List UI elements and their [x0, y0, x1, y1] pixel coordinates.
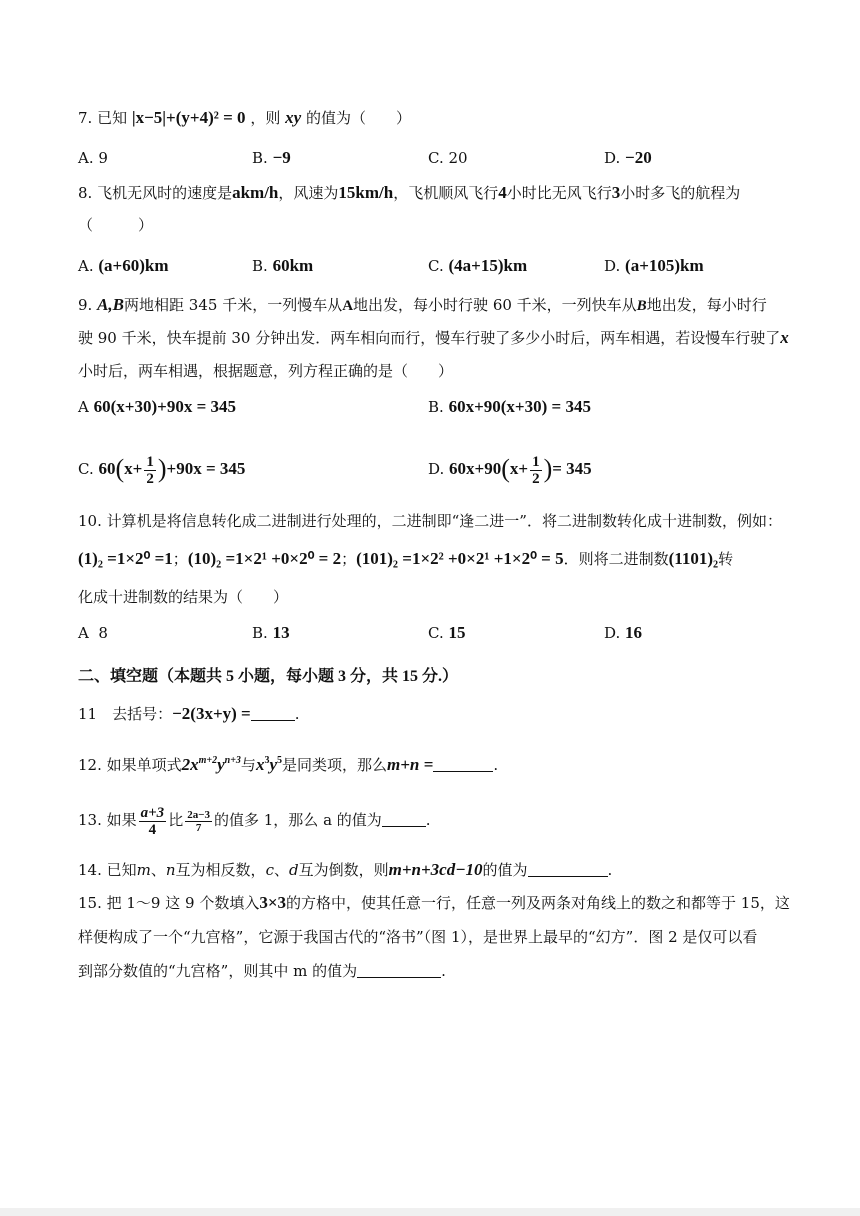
q10-example2: (10)₂ =1×2¹ +0×2⁰ = 2 — [187, 549, 342, 568]
answer-blank — [357, 963, 441, 978]
q8-text: 8. 飞机无风时的速度是 — [78, 184, 233, 202]
page-bottom-edge — [0, 1208, 860, 1216]
q7-equation: |x−5|+(y+4)² = 0 — [131, 108, 246, 127]
frac-denominator: 4 — [148, 821, 157, 838]
q13-end: . — [425, 811, 431, 829]
q9-x: x — [780, 328, 789, 347]
q10-stem-line1: 10. 计算机是将信息转化成二进制进行处理的，二进制即“逢二进一”．将二进制数转化成十进制数，例如： — [78, 512, 782, 530]
q7-option-b — [252, 147, 291, 169]
q8-stem-line1 — [78, 182, 740, 204]
q14-d: d — [288, 861, 299, 879]
q12-math: y — [217, 755, 225, 774]
option-label: D. — [604, 624, 626, 642]
q9-text: 地出发，每小时行 — [646, 296, 767, 314]
frac-denominator: 7 — [195, 821, 202, 834]
option-text: 60(x+30)+90x = 345 — [93, 397, 237, 416]
q10-text: ．则将二进制数 — [563, 550, 669, 568]
q9-a: A — [342, 298, 354, 314]
q14-text: 互为倒数，则 — [298, 861, 389, 879]
q7-stem-end: 的值为（ ） — [305, 109, 411, 127]
frac-denominator: 2 — [146, 470, 154, 487]
option-label: B. — [252, 624, 273, 642]
q10-text: 转 — [718, 550, 734, 568]
q9-option-c — [78, 452, 245, 487]
option-text: 60 — [98, 459, 116, 478]
q9-stem-line2 — [78, 327, 789, 349]
q12-text: 与 — [240, 756, 256, 774]
q9-text: 驶 90 千米，快车提前 30 分钟出发．两车相向而行，慢车行驶了多少小时后，两车相遇，若设慢车行驶了 — [78, 329, 781, 347]
q7-option-c — [428, 147, 468, 169]
frac-numerator: a+3 — [140, 804, 165, 821]
q10-number: (1101)₂ — [668, 549, 719, 568]
q9-text: 地出发，每小时行驶 60 千米，一列快车从 — [353, 296, 637, 314]
q12-exponent: 3 — [264, 755, 270, 766]
q14 — [78, 859, 612, 881]
option-text: −20 — [625, 148, 652, 167]
q8-text: 小时多飞的航程为 — [620, 184, 741, 202]
q14-text: 互为相反数， — [175, 861, 266, 879]
q14-end: . — [607, 861, 613, 879]
q7-option-a — [78, 147, 108, 169]
q8-text: ，飞机顺风飞行 — [393, 184, 499, 202]
q10-option-d — [604, 622, 642, 644]
q12-exponent: n+3 — [224, 755, 241, 766]
option-label: A — [78, 624, 94, 642]
q7-option-d — [604, 147, 652, 169]
q15-line2: 样便构成了一个“九宫格”，它源于我国古代的“洛书”（图 1），是世界上最早的“幻方”．图 2 是仅可以看 — [78, 928, 758, 946]
q8-t2: 3 — [611, 183, 621, 202]
q15-end: . — [441, 962, 446, 980]
answer-blank — [528, 862, 608, 877]
q7-stem-pre: 7. 已知 — [78, 109, 128, 127]
q15-text: 的方格中，使其任意一行，任意一列及两条对角线上的数之和都等于 15，这 — [286, 894, 790, 912]
q8-wind: 15km/h — [338, 183, 394, 202]
fraction-2 — [185, 809, 212, 834]
option-text: (4a+15)km — [448, 256, 528, 275]
q9-text: 两地相距 345 千米，一列慢车从 — [124, 296, 343, 314]
q13-text: 13. 如果 — [78, 811, 137, 829]
q8-stem-line2: （ ） — [78, 216, 154, 234]
frac-x: x+ — [124, 459, 143, 478]
left-paren: ( — [501, 454, 510, 483]
q12-math: 2x — [181, 755, 199, 774]
q12-text: 12. 如果单项式 — [78, 756, 182, 774]
right-paren: ) — [543, 454, 553, 483]
q8-option-c — [428, 255, 527, 277]
q8-speed: akm/h — [232, 183, 279, 202]
q14-text: 的值为 — [482, 861, 528, 879]
answer-blank — [382, 812, 426, 827]
section-title: 二、填空题（本题共 5 小题，每小题 3 分，共 15 分.） — [78, 668, 459, 685]
q14-math: m+n+3cd−10 — [388, 860, 483, 879]
q10-example3: (101)₂ =1×2² +0×2¹ +1×2⁰ = 5 — [356, 549, 564, 568]
q9-text: 9. — [78, 296, 98, 314]
q7-stem — [78, 107, 411, 129]
option-text: 60x+90 — [449, 459, 502, 478]
option-label: C. — [428, 257, 449, 275]
option-text: +90x = 345 — [166, 459, 246, 478]
fraction — [144, 454, 156, 487]
q14-sep: 、 — [150, 861, 166, 879]
q10-stem-line3: 化成十进制数的结果为（ ） — [78, 588, 289, 606]
q13-text: 比 — [168, 811, 184, 829]
option-label: B. — [252, 257, 273, 275]
q8-option-a — [78, 255, 169, 277]
q9-ab: A,B — [97, 295, 125, 314]
q13 — [78, 802, 431, 838]
frac-denominator: 2 — [532, 470, 540, 487]
q10-sep: ； — [341, 550, 357, 568]
q8-t1: 4 — [498, 183, 507, 202]
q12-math: m+n = — [387, 755, 434, 774]
option-text: (a+105)km — [625, 256, 704, 275]
q10-option-b — [252, 622, 290, 644]
option-label: D. — [428, 460, 450, 478]
q10-sep: ； — [172, 550, 188, 568]
fraction — [530, 454, 542, 487]
option-text: 20 — [448, 149, 468, 167]
q14-sep: 、 — [273, 861, 289, 879]
q12-exponent: 5 — [276, 755, 282, 766]
q15-text: 15. 把 1～9 这 9 个数填入 — [78, 894, 260, 912]
q9-stem-line1 — [78, 294, 767, 317]
left-paren: ( — [115, 454, 125, 483]
q12-math: y — [269, 755, 277, 774]
option-text: 13 — [272, 623, 290, 642]
option-label: B. — [428, 398, 449, 416]
option-text: 16 — [625, 623, 643, 642]
q9-option-b — [428, 396, 591, 418]
q15-line1 — [78, 892, 790, 914]
option-text: 9 — [98, 149, 108, 167]
option-text: −9 — [272, 148, 291, 167]
option-text: (a+60)km — [98, 256, 169, 275]
q12-math: x — [255, 755, 265, 774]
q14-n: n — [165, 861, 176, 879]
q8-option-d — [604, 255, 704, 277]
q14-m: m — [136, 861, 151, 879]
q11-end: . — [294, 705, 300, 723]
right-paren: ) — [157, 454, 167, 483]
q14-text: 14. 已知 — [78, 861, 137, 879]
option-text: 60km — [272, 256, 314, 275]
option-label: D. — [604, 149, 626, 167]
option-text: = 345 — [552, 459, 592, 478]
q7-variable: xy — [285, 108, 302, 127]
q10-option-c — [428, 622, 465, 644]
q13-text: 的值多 1，那么 a 的值为 — [213, 811, 382, 829]
q14-c: c — [265, 861, 274, 879]
q12-text: 是同类项，那么 — [281, 756, 387, 774]
q9-stem-line3: 小时后，两车相遇，根据题意，列方程正确的是（ ） — [78, 362, 454, 380]
q8-text: 小时比无风飞行 — [506, 184, 612, 202]
q9-option-a — [78, 396, 236, 418]
q15-grid: 3×3 — [259, 893, 287, 912]
q10-stem-line2 — [78, 548, 733, 570]
fraction-1 — [139, 805, 167, 838]
option-label: A. — [78, 257, 99, 275]
option-label: C. — [428, 624, 449, 642]
option-text: 8 — [98, 624, 108, 642]
q7-stem-post: ，则 — [250, 109, 281, 127]
answer-blank — [251, 706, 295, 721]
option-text: 60x+90(x+30) = 345 — [448, 397, 591, 416]
q8-option-b — [252, 255, 313, 277]
q11-math: −2(3x+y) = — [172, 704, 251, 723]
frac-x: x+ — [509, 459, 529, 478]
q8-text: ，风速为 — [278, 184, 339, 202]
q9-option-d — [428, 452, 592, 487]
q15-line3 — [78, 960, 446, 982]
frac-numerator: 1 — [532, 453, 540, 470]
q12 — [78, 750, 498, 776]
q11 — [78, 703, 300, 725]
q12-end: . — [493, 756, 499, 774]
option-label: C. — [78, 460, 99, 478]
option-text: 15 — [448, 623, 466, 642]
option-label: D. — [604, 257, 626, 275]
frac-numerator: 2a−3 — [187, 808, 210, 821]
q11-text: 11 去括号： — [78, 705, 173, 723]
frac-numerator: 1 — [146, 453, 154, 470]
q10-example1: (1)₂ =1×2⁰ =1 — [78, 549, 173, 568]
q10-option-a — [78, 622, 108, 644]
q12-exponent: m+2 — [198, 755, 218, 766]
option-label: A — [78, 398, 89, 416]
q9-b: B — [636, 298, 647, 314]
option-label: C. — [428, 149, 449, 167]
option-label: A. — [78, 149, 99, 167]
q15-text: 到部分数值的“九宫格”，则其中 m 的值为 — [78, 962, 358, 980]
answer-blank — [433, 757, 493, 772]
option-label: B. — [252, 149, 273, 167]
